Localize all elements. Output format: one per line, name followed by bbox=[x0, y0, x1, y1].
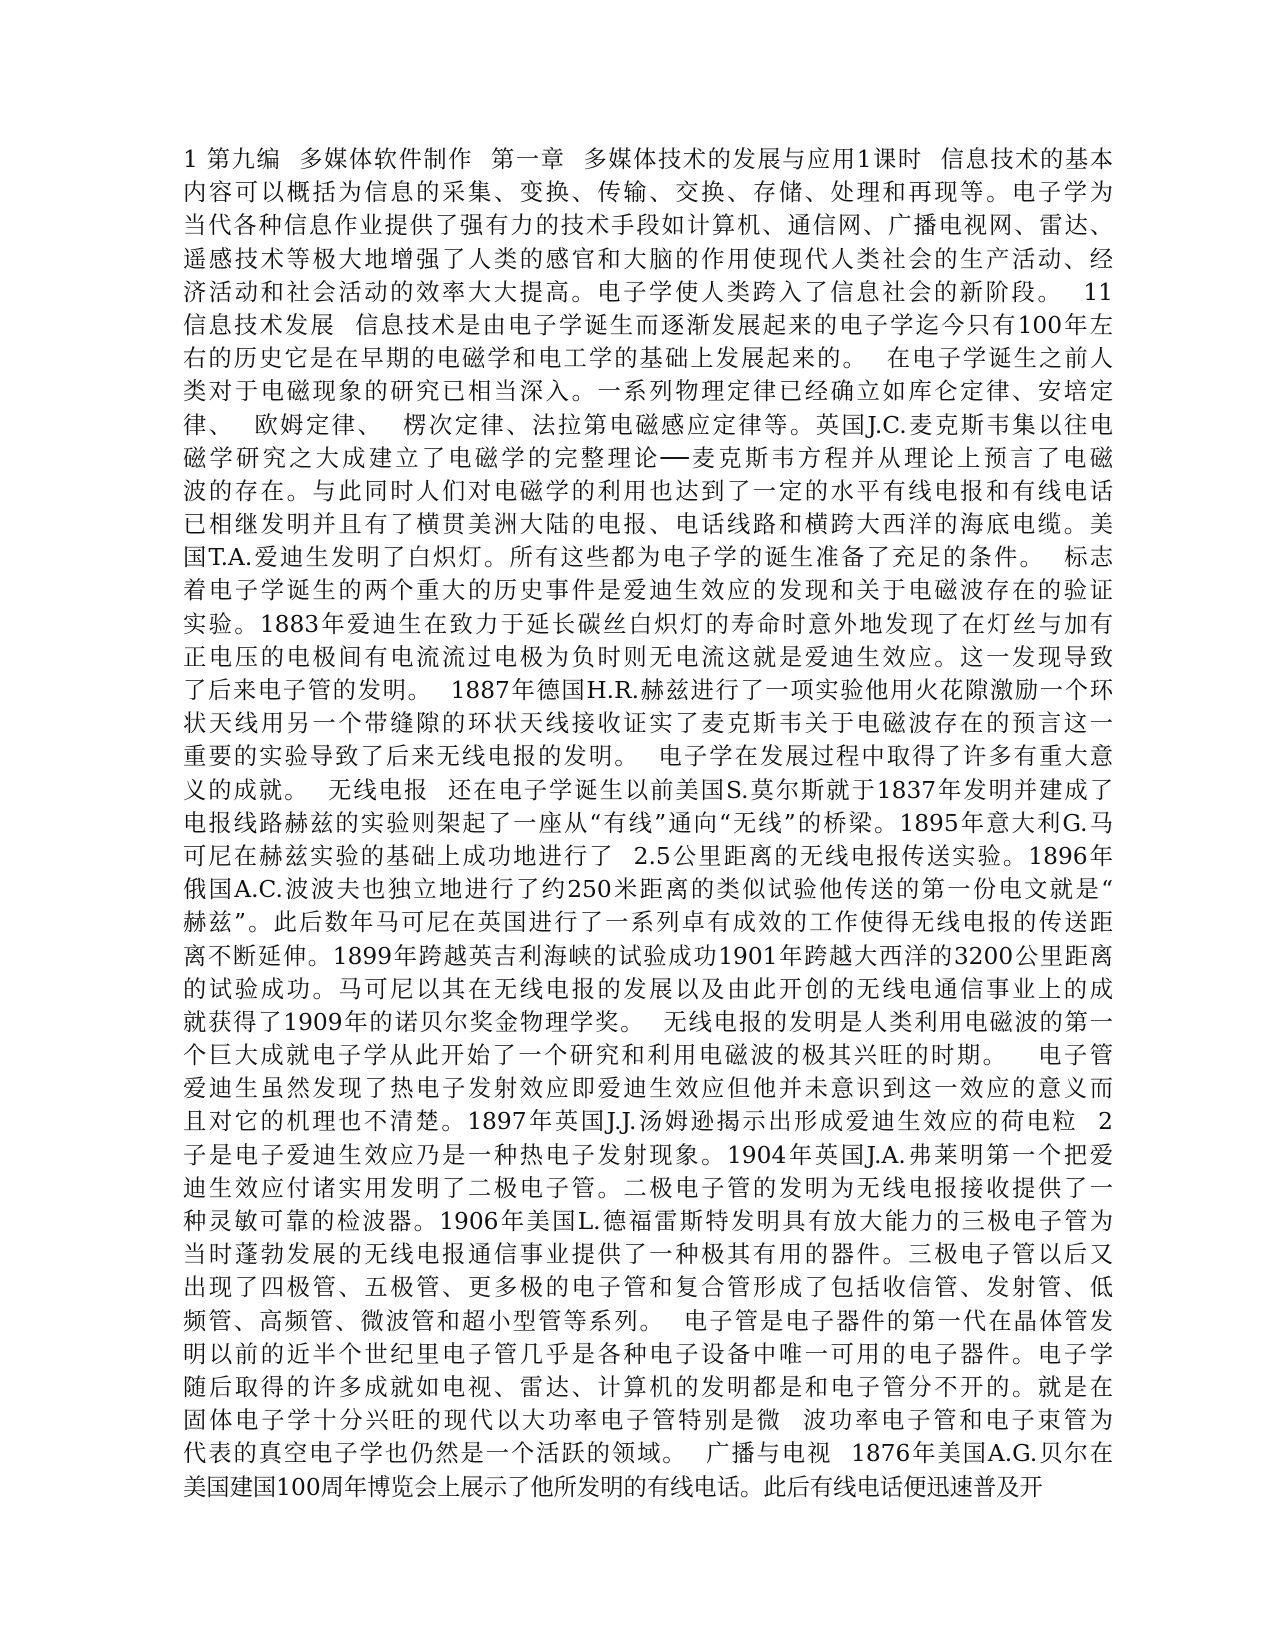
text-line: 国T.A.爱迪生发明了白炽灯。所有这些都为电子学的诞生准备了充足的条件。 标志 bbox=[183, 544, 1113, 572]
text-line: 就获得了1909年的诺贝尔奖金物理学奖。 无线电报的发明是人类利用电磁波的第一 bbox=[183, 1008, 1113, 1036]
text-line: 种灵敏可靠的检波器。1906年美国L.德福雷斯特发明具有放大能力的三极电子管为 bbox=[183, 1208, 1113, 1235]
text-line: 代表的真空电子学也仍然是一个活跃的领域。 广播与电视 1876年美国A.G.贝尔在 bbox=[183, 1440, 1113, 1468]
text-line: 迪生效应付诸实用发明了二极电子管。二极电子管的发明为无线电报接收提供了一 bbox=[183, 1174, 1113, 1202]
text-line: 子是电子爱迪生效应乃是一种热电子发射现象。1904年英国J.A.弗莱明第一个把爱 bbox=[183, 1141, 1113, 1169]
text-line: 状天线用另一个带缝隙的环状天线接收证实了麦克斯韦关于电磁波存在的预言这一 bbox=[183, 710, 1113, 738]
text-line: 右的历史它是在早期的电磁学和电工学的基础上发展起来的。 在电子学诞生之前人 bbox=[183, 345, 1113, 373]
text-line: 遥感技术等极大地增强了人类的感官和大脑的作用使现代人类社会的生产活动、经 bbox=[183, 245, 1113, 273]
text-line: 爱迪生虽然发现了热电子发射效应即爱迪生效应但他并未意识到这一效应的意义而 bbox=[183, 1075, 1113, 1103]
text-line: 内容可以概括为信息的采集、变换、传输、交换、存储、处理和再现等。电子学为 bbox=[183, 179, 1113, 207]
text-line: 了后来电子管的发明。 1887年德国H.R.赫兹进行了一项实验他用火花隙激励一个环 bbox=[183, 677, 1113, 704]
text-line: 重要的实验导致了后来无线电报的发明。 电子学在发展过程中取得了许多有重大意 bbox=[183, 743, 1113, 771]
text-line: 随后取得的许多成就如电视、雷达、计算机的发明都是和电子管分不开的。就是在 bbox=[183, 1373, 1113, 1401]
text-line: 波的存在。与此同时人们对电磁学的利用也达到了一定的水平有线电报和有线电话 bbox=[183, 477, 1113, 505]
body-text bbox=[183, 143, 1113, 1504]
text-line: 正电压的电极间有电流流过电极为负时则无电流这就是爱迪生效应。这一发现导致 bbox=[183, 643, 1113, 671]
text-line: 且对它的机理也不清楚。1897年英国J.J.汤姆逊揭示出形成爱迪生效应的荷电粒 2 bbox=[183, 1108, 1113, 1136]
text-line: 可尼在赫兹实验的基础上成功地进行了 2.5公里距离的无线电报传送实验。1896年 bbox=[183, 842, 1113, 870]
text-line: 信息技术发展 信息技术是由电子学诞生而逐渐发展起来的电子学迄今只有100年左 bbox=[183, 311, 1113, 339]
text-line: 离不断延伸。1899年跨越英吉利海峡的试验成功1901年跨越大西洋的3200公里距离 bbox=[183, 942, 1113, 970]
text-line: 律、 欧姆定律、 楞次定律、法拉第电磁感应定律等。英国J.C.麦克斯韦集以往电 bbox=[183, 411, 1113, 439]
text-line: 明以前的近半个世纪里电子管几乎是各种电子设备中唯一可用的电子器件。电子学 bbox=[183, 1340, 1113, 1368]
text-line: 电报线路赫兹的实验则架起了一座从“有线”通向“无线”的桥梁。1895年意大利G.马 bbox=[183, 809, 1113, 837]
text-line: 的试验成功。马可尼以其在无线电报的发展以及由此开创的无线电通信事业上的成 bbox=[183, 975, 1113, 1003]
text-line: 俄国A.C.波波夫也独立地进行了约250米距离的类似试验他传送的第一份电文就是“ bbox=[183, 876, 1113, 904]
text-line: 类对于电磁现象的研究已相当深入。一系列物理定律已经确立如库仑定律、安培定 bbox=[183, 378, 1113, 406]
text-line: 当代各种信息作业提供了强有力的技术手段如计算机、通信网、广播电视网、雷达、 bbox=[183, 212, 1113, 240]
text-line: 义的成就。 无线电报 还在电子学诞生以前美国S.莫尔斯就于1837年发明并建成了 bbox=[183, 776, 1113, 804]
text-line: 固体电子学十分兴旺的现代以大功率电子管特别是微 波功率电子管和电子束管为 bbox=[183, 1407, 1113, 1435]
text-line: 当时蓬勃发展的无线电报通信事业提供了一种极其有用的器件。三极电子管以后又 bbox=[183, 1241, 1113, 1269]
text-line: 出现了四极管、五极管、更多极的电子管和复合管形成了包括收信管、发射管、低 bbox=[183, 1274, 1113, 1302]
text-line: 济活动和社会活动的效率大大提高。电子学使人类跨入了信息社会的新阶段。 11 bbox=[183, 278, 1113, 306]
text-line: 已相继发明并且有了横贯美洲大陆的电报、电话线路和横跨大西洋的海底电缆。美 bbox=[183, 511, 1113, 539]
text-line: 1 第九编 多媒体软件制作 第一章 多媒体技术的发展与应用1课时 信息技术的基本 bbox=[183, 146, 1113, 173]
text-line: 频管、高频管、微波管和超小型管等系列。 电子管是电子器件的第一代在晶体管发 bbox=[183, 1307, 1113, 1335]
text-line: 个巨大成就电子学从此开始了一个研究和利用电磁波的极其兴旺的时期。 电子管 bbox=[183, 1042, 1113, 1070]
text-line: 磁学研究之大成建立了电磁学的完整理论──麦克斯韦方程并从理论上预言了电磁 bbox=[183, 444, 1113, 472]
text-line: 美国建国100周年博览会上展示了他所发明的有线电话。此后有线电话便迅速普及开 bbox=[183, 1473, 1043, 1501]
text-line: 赫兹”。此后数年马可尼在英国进行了一系列卓有成效的工作使得无线电报的传送距 bbox=[183, 909, 1113, 937]
text-line: 着电子学诞生的两个重大的历史事件是爱迪生效应的发现和关于电磁波存在的验证 bbox=[183, 577, 1113, 605]
text-line: 实验。1883年爱迪生在致力于延长碳丝白炽灯的寿命时意外地发现了在灯丝与加有 bbox=[183, 610, 1113, 638]
